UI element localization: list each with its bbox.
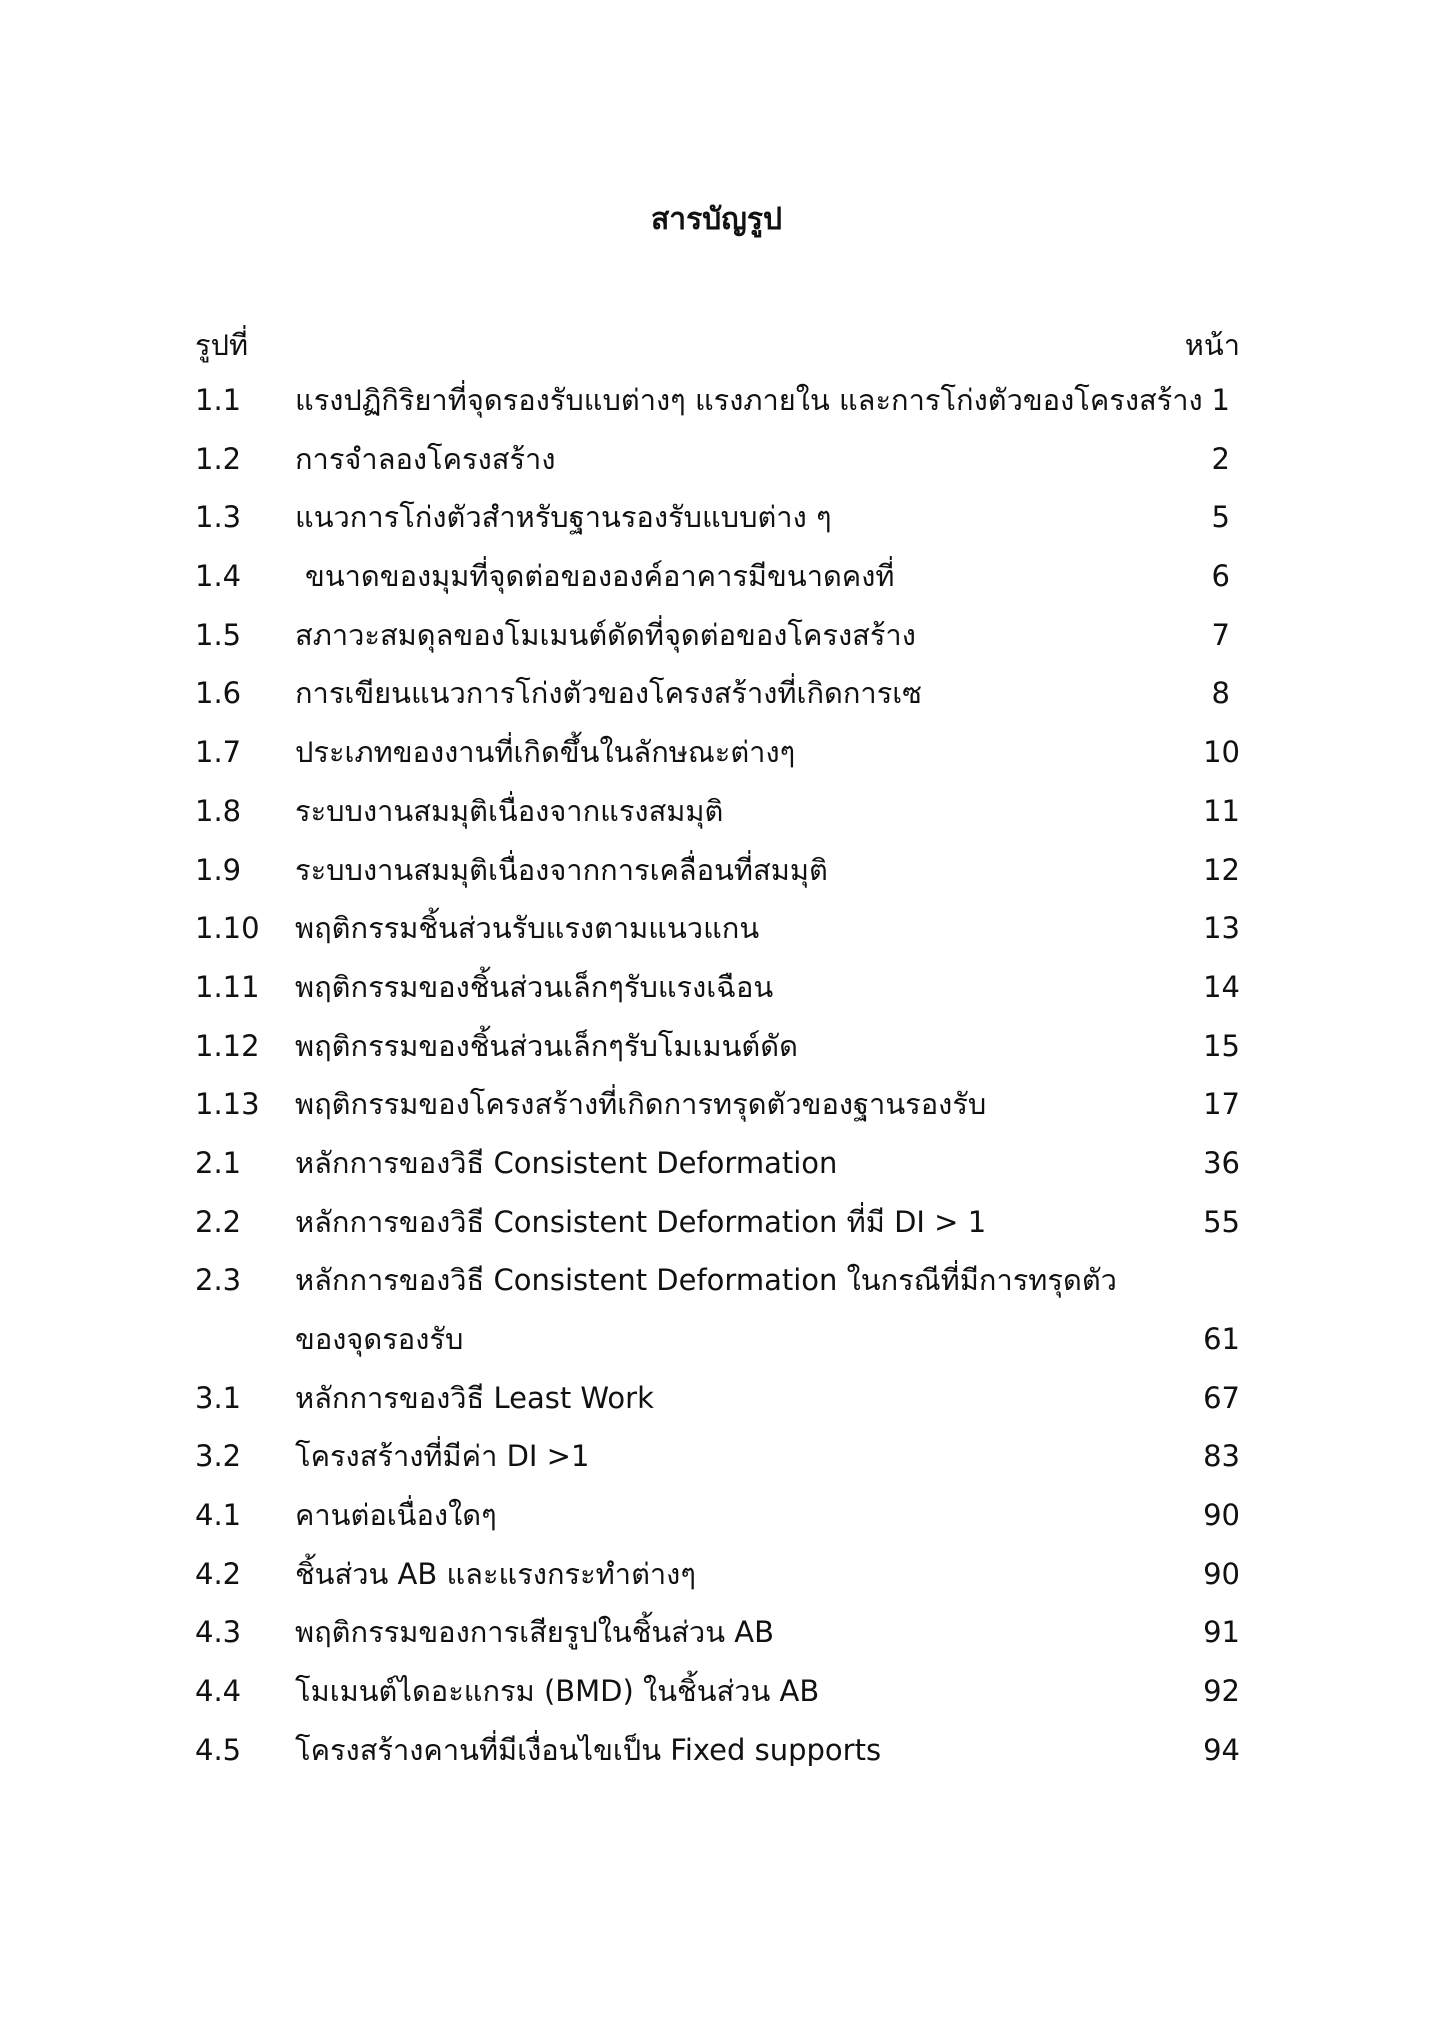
figure-caption: หลักการของวิธี Least Work <box>295 1380 654 1415</box>
page-number: 67 <box>1203 1380 1240 1415</box>
page-number: 83 <box>1203 1439 1240 1474</box>
figure-caption: การจำลองโครงสร้าง <box>295 441 556 476</box>
figure-caption: หลักการของวิธี Consistent Deformation ในกรณีที่มีการทรุดตัว <box>295 1263 1117 1298</box>
page-number: 92 <box>1203 1674 1240 1709</box>
figure-caption: พฤติกรรมของการเสียรูปในชิ้นส่วน AB <box>295 1615 774 1650</box>
page-number: 36 <box>1203 1145 1240 1180</box>
page-number: 5 <box>1211 500 1230 535</box>
figure-caption: แรงปฏิกิริยาที่จุดรองรับแบต่างๆ แรงภายใน และการโก่งตัวของโครงสร้าง <box>295 383 1203 417</box>
figure-number: 3.2 <box>195 1439 242 1474</box>
figure-number: 1.3 <box>195 500 242 535</box>
figure-column-heading: รูปที่ <box>195 328 249 362</box>
page-number: 55 <box>1203 1204 1240 1239</box>
figure-caption: ขนาดของมุมที่จุดต่อขององค์อาคารมีขนาดคงที่ <box>305 559 895 594</box>
page-title: สารบัญรูป <box>650 202 783 237</box>
list-item <box>195 906 1240 965</box>
figure-number: 1.9 <box>195 852 242 887</box>
figure-caption: พฤติกรรมชิ้นส่วนรับแรงตามแนวแกน <box>295 911 760 946</box>
figure-number: 1.5 <box>195 617 242 652</box>
page-number: 7 <box>1211 617 1230 652</box>
figure-number: 4.3 <box>195 1615 242 1650</box>
page-number: 12 <box>1203 852 1240 887</box>
figure-caption: ประเภทของงานที่เกิดขึ้นในลักษณะต่างๆ <box>295 735 796 770</box>
list-item <box>195 1082 1240 1141</box>
page-number: 14 <box>1203 969 1240 1004</box>
figure-caption: โครงสร้างที่มีค่า DI >1 <box>295 1439 590 1474</box>
figure-caption: โครงสร้างคานที่มีเงื่อนไขเป็น Fixed supports <box>295 1732 882 1767</box>
figure-number: 1.1 <box>195 383 242 417</box>
page-number: 15 <box>1203 1028 1240 1063</box>
list-item <box>195 1141 1240 1200</box>
list-item <box>195 1200 1240 1259</box>
list-item <box>195 1376 1240 1435</box>
figure-number: 2.2 <box>195 1204 242 1239</box>
figure-caption: พฤติกรรมของชิ้นส่วนเล็กๆรับแรงเฉือน <box>295 969 774 1004</box>
figure-caption: ชิ้นส่วน AB และแรงกระทำต่างๆ <box>295 1556 696 1591</box>
figure-number: 1.13 <box>195 1087 260 1122</box>
list-item <box>195 730 1240 789</box>
figure-number: 1.12 <box>195 1028 260 1063</box>
page-number: 2 <box>1211 441 1230 476</box>
page-number: 8 <box>1211 676 1230 711</box>
figure-number: 4.2 <box>195 1556 242 1591</box>
figure-caption: โมเมนต์ไดอะแกรม (BMD) ในชิ้นส่วน AB <box>295 1674 820 1709</box>
page-number: 90 <box>1203 1498 1240 1533</box>
page-number: 10 <box>1203 735 1240 770</box>
figure-number: 4.4 <box>195 1674 242 1709</box>
page-number: 61 <box>1203 1322 1240 1356</box>
figure-number: 2.3 <box>195 1263 242 1298</box>
figure-number: 1.2 <box>195 441 242 476</box>
page-number: 91 <box>1203 1615 1240 1650</box>
page-number: 6 <box>1211 559 1230 594</box>
list-item <box>195 1728 1240 1787</box>
list-item <box>195 1258 1240 1317</box>
page-number: 11 <box>1203 793 1240 828</box>
list-item <box>195 378 1240 437</box>
figure-caption: หลักการของวิธี Consistent Deformation ที่มี DI > 1 <box>295 1204 987 1239</box>
list-item <box>195 1317 1240 1376</box>
figure-number: 1.10 <box>195 911 260 946</box>
page-column-heading: หน้า <box>1184 328 1240 362</box>
page-number: 94 <box>1203 1732 1240 1767</box>
list-item <box>195 848 1240 907</box>
figure-number: 1.8 <box>195 793 242 828</box>
figure-caption: ของจุดรองรับ <box>295 1322 464 1356</box>
figure-caption: หลักการของวิธี Consistent Deformation <box>295 1145 838 1180</box>
list-item <box>195 965 1240 1024</box>
page-number: 90 <box>1203 1556 1240 1591</box>
list-item <box>195 1552 1240 1611</box>
list-item <box>195 1493 1240 1552</box>
page-number: 1 <box>1211 383 1230 417</box>
figure-number: 4.1 <box>195 1498 242 1533</box>
figure-list <box>195 378 1240 1787</box>
figure-caption: แนวการโก่งตัวสำหรับฐานรองรับแบบต่าง ๆ <box>295 500 832 535</box>
list-item <box>195 613 1240 672</box>
list-item <box>195 495 1240 554</box>
list-item <box>195 1669 1240 1728</box>
page-number: 13 <box>1203 911 1240 946</box>
figure-caption: ระบบงานสมมุติเนื่องจากแรงสมมุติ <box>295 793 724 828</box>
list-item <box>195 1610 1240 1669</box>
list-item <box>195 1434 1240 1493</box>
list-item <box>195 1024 1240 1083</box>
page-number: 17 <box>1203 1087 1240 1122</box>
figure-caption: พฤติกรรมของชิ้นส่วนเล็กๆรับโมเมนต์ดัด <box>295 1028 798 1063</box>
figure-number: 2.1 <box>195 1145 242 1180</box>
figure-number: 4.5 <box>195 1732 242 1767</box>
figure-caption: ระบบงานสมมุติเนื่องจากการเคลื่อนที่สมมุติ <box>295 852 828 887</box>
figure-caption: พฤติกรรมของโครงสร้างที่เกิดการทรุดตัวของฐานรองรับ <box>295 1087 987 1122</box>
figure-caption: คานต่อเนื่องใดๆ <box>295 1498 497 1533</box>
figure-caption: การเขียนแนวการโก่งตัวของโครงสร้างที่เกิดการเซ <box>295 676 922 711</box>
list-item <box>195 437 1240 496</box>
list-header <box>195 325 1240 365</box>
list-item <box>195 671 1240 730</box>
figure-number: 1.6 <box>195 676 242 711</box>
figure-number: 3.1 <box>195 1380 242 1415</box>
list-item <box>195 789 1240 848</box>
figure-number: 1.7 <box>195 735 242 770</box>
figure-caption: สภาวะสมดุลของโมเมนต์ดัดที่จุดต่อของโครงสร้าง <box>295 617 916 652</box>
list-item <box>195 554 1240 613</box>
figure-number: 1.4 <box>195 559 242 594</box>
figure-number: 1.11 <box>195 969 260 1004</box>
